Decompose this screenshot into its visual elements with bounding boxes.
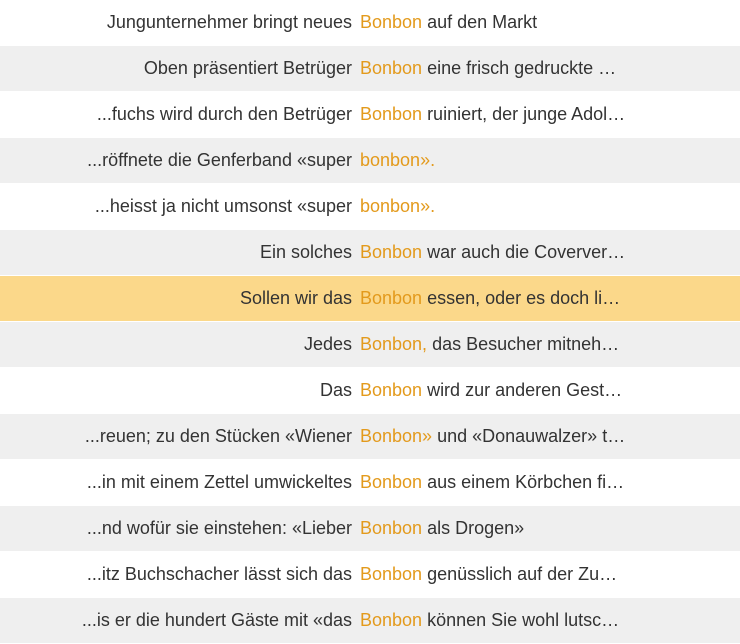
left-context: Jungunternehmer bringt neues [106,12,352,32]
concordance-row[interactable] [0,414,740,460]
right-context-text: als Drogen» [422,518,525,538]
right-context [360,58,740,79]
left-context: ...nd wofür sie einstehen: «Lieber [86,518,352,538]
concordance-row[interactable] [0,0,740,46]
right-context-text: eine frisch gedruckte … [422,58,617,78]
concordance-row[interactable] [0,368,740,414]
left-context: Oben präsentiert Betrüger [143,58,352,78]
right-context [360,426,740,447]
keyword[interactable]: Bonbon [360,380,423,400]
keyword[interactable]: Bonbon [360,12,423,32]
keyword[interactable]: Bonbon [360,472,423,492]
left-context: ...itz Buchschacher lässt sich das [86,564,352,584]
concordance-row[interactable] [0,460,740,506]
right-context [360,380,740,401]
left-context: Sollen wir das [239,288,352,308]
keyword[interactable]: bonbon». [360,150,436,170]
right-context-text: können Sie wohl lutsc… [422,610,620,630]
keyword[interactable]: Bonbon [360,288,423,308]
concordance-row[interactable] [0,506,740,552]
concordance-row[interactable] [0,46,740,92]
left-context: ...reuen; zu den Stücken «Wiener [84,426,352,446]
concordance-row[interactable] [0,598,740,644]
keyword[interactable]: Bonbon, [360,334,428,354]
concordance-row[interactable] [0,92,740,138]
right-context-text: wird zur anderen Gest… [422,380,623,400]
left-context: ...heisst ja nicht umsonst «super [94,196,352,216]
left-context: Jedes [303,334,352,354]
right-context [360,518,740,539]
concordance-row[interactable] [0,138,740,184]
right-context [360,288,740,309]
right-context [360,564,740,585]
concordance-row[interactable] [0,276,740,322]
keyword[interactable]: bonbon». [360,196,436,216]
right-context [360,334,740,355]
left-context: ...is er die hundert Gäste mit «das [81,610,352,630]
concordance-row[interactable] [0,230,740,276]
left-context: ...fuchs wird durch den Betrüger [96,104,352,124]
right-context-text: aus einem Körbchen fi… [422,472,625,492]
right-context-text: und «Donauwalzer» t… [432,426,626,446]
right-context [360,150,740,171]
left-context: ...röffnete die Genferband «super [87,150,352,170]
right-context [360,472,740,493]
left-context: Ein solches [259,242,352,262]
keyword[interactable]: Bonbon [360,58,423,78]
keyword[interactable]: Bonbon [360,104,423,124]
left-context: Das [319,380,352,400]
keyword[interactable]: Bonbon [360,518,423,538]
right-context-text: genüsslich auf der Zu… [422,564,618,584]
keyword[interactable]: Bonbon [360,242,423,262]
right-context [360,610,740,631]
right-context [360,242,740,263]
right-context-text: ruiniert, der junge Adol… [422,104,626,124]
right-context-text: auf den Markt [422,12,538,32]
concordance-row[interactable] [0,552,740,598]
right-context-text: essen, oder es doch li… [422,288,621,308]
concordance-row[interactable] [0,184,740,230]
right-context [360,196,740,217]
keyword[interactable]: Bonbon» [360,426,433,446]
right-context-text: war auch die Coverver… [422,242,626,262]
left-context: ...in mit einem Zettel umwickeltes [86,472,352,492]
keyword[interactable]: Bonbon [360,610,423,630]
right-context [360,104,740,125]
right-context-text: das Besucher mitneh… [427,334,620,354]
concordance-row[interactable] [0,322,740,368]
right-context [360,12,740,33]
keyword[interactable]: Bonbon [360,564,423,584]
